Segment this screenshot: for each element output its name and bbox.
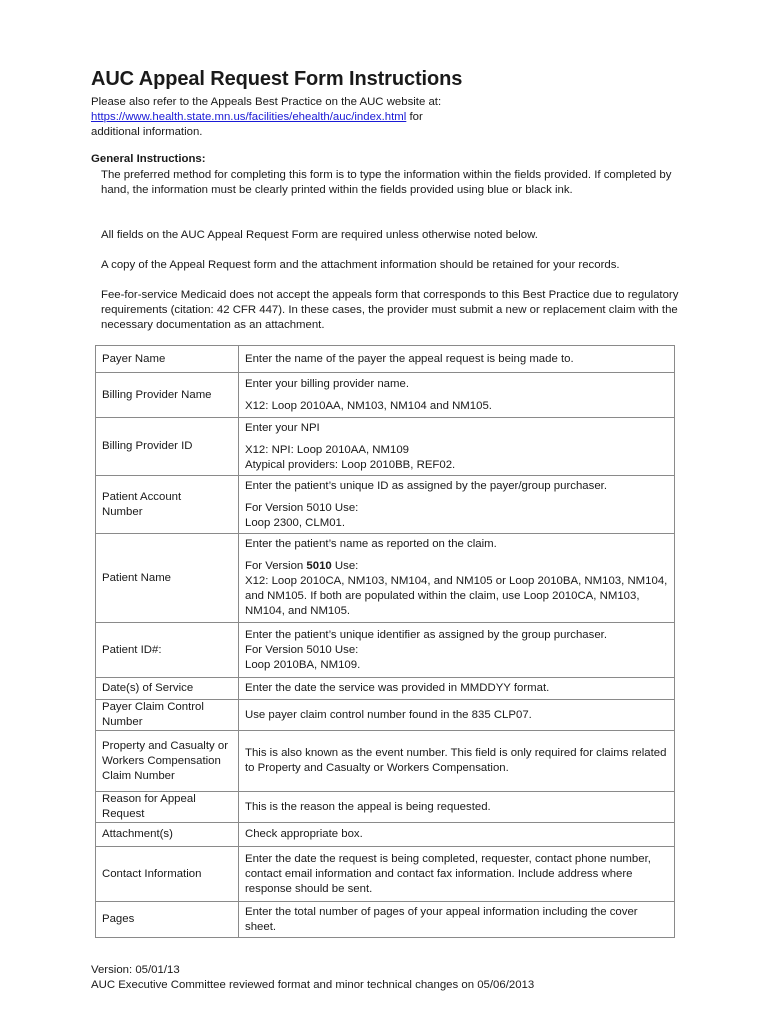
field-label: Billing Provider Name — [96, 373, 239, 418]
field-description-line: Enter your NPI — [245, 421, 320, 434]
field-description-line — [245, 559, 668, 574]
table-row — [96, 476, 675, 534]
field-description: Enter the total number of pages of your appeal information including the cover sheet. — [239, 902, 675, 938]
field-label: Property and Casualty or Workers Compensation Claim Number — [96, 731, 239, 792]
table-row — [96, 847, 675, 902]
field-description — [239, 373, 675, 418]
field-label: Payer Claim Control Number — [96, 700, 239, 731]
instruction-paragraph: All fields on the AUC Appeal Request Form are required unless otherwise noted below. — [101, 229, 538, 241]
table-row — [96, 623, 675, 678]
field-description — [239, 418, 675, 476]
field-description: Enter the date the request is being completed, requester, contact phone number, contact email information and contact fax information. Include address where response should be sent. — [239, 847, 675, 902]
field-description — [239, 623, 675, 678]
general-instructions-heading: General Instructions: — [91, 153, 206, 165]
instruction-paragraph: Fee-for-service Medicaid does not accept the appeals form that corresponds to this Best Practice due to regulatory requirements (citation: 42 CFR 447). In these cases, the provider must submit a new or replacement claim with the necessary documentation as an attachment. — [101, 289, 679, 331]
field-description-line: For Version 5010 Use: — [245, 501, 359, 514]
table-row — [96, 792, 675, 823]
field-description: Check appropriate box. — [239, 823, 675, 847]
instruction-paragraph: The preferred method for completing this form is to type the information within the fields provided. If completed by hand, the information must be clearly printed within the fields provided using blue or black ink. — [101, 169, 672, 196]
field-label: Reason for Appeal Request — [96, 792, 239, 823]
table-row — [96, 418, 675, 476]
field-description-line: Loop 2300, CLM01. — [245, 516, 346, 529]
field-label: Attachment(s) — [96, 823, 239, 847]
field-description-line: Enter the patient’s unique ID as assigned by the payer/group purchaser. — [245, 479, 607, 492]
page-footer — [91, 963, 534, 993]
field-description-line: X12: Loop 2010CA, NM103, NM104, and NM105 or Loop 2010BA, NM103, NM104, and NM105. If both are populated within the claim, use Loop 2010CA, NM103, NM104, and NM105. — [245, 575, 668, 617]
table-row — [96, 902, 675, 938]
field-description-line: X12: Loop 2010AA, NM103, NM104 and NM105. — [245, 399, 492, 412]
instruction-paragraph: A copy of the Appeal Request form and the attachment information should be retained for your records. — [101, 259, 620, 271]
version-prefix: For Version — [245, 560, 307, 572]
table-row — [96, 346, 675, 373]
field-label-line: Patient Account — [102, 490, 182, 503]
field-description-line: Loop 2010BA, NM109. — [245, 658, 361, 671]
field-description: This is also known as the event number. This field is only required for claims related to Property and Casualty or Workers Compensation. — [239, 731, 675, 792]
field-description: Enter the date the service was provided in MMDDYY format. — [239, 678, 675, 700]
table-row — [96, 678, 675, 700]
field-description-line: For Version 5010 Use: — [245, 643, 359, 656]
auc-website-link[interactable]: https://www.health.state.mn.us/facilities/ehealth/auc/index.html — [91, 111, 407, 123]
field-label: Contact Information — [96, 847, 239, 902]
table-row — [96, 534, 675, 623]
field-label: Patient ID#: — [96, 623, 239, 678]
field-description: Enter the name of the payer the appeal request is being made to. — [239, 346, 675, 373]
field-label — [96, 476, 239, 534]
field-label: Billing Provider ID — [96, 418, 239, 476]
table-row — [96, 373, 675, 418]
table-row — [96, 700, 675, 731]
version-label: Version: 05/01/13 — [91, 964, 180, 976]
field-description — [239, 534, 675, 623]
field-description — [239, 476, 675, 534]
field-label: Payer Name — [96, 346, 239, 373]
table-row — [96, 823, 675, 847]
table-row — [96, 731, 675, 792]
field-instructions-table — [95, 345, 675, 938]
field-label-line: Number — [102, 505, 143, 518]
intro-line-3: additional information. — [91, 126, 203, 138]
page-title: AUC Appeal Request Form Instructions — [91, 68, 463, 90]
version-number: 5010 — [306, 560, 332, 572]
field-description-line: Enter the patient’s name as reported on the claim. — [245, 538, 497, 550]
intro-line-2-suffix: for — [406, 111, 423, 123]
revision-note: AUC Executive Committee reviewed format and minor technical changes on 05/06/2013 — [91, 979, 535, 991]
version-suffix: Use: — [331, 560, 359, 572]
field-description-line: Enter your billing provider name. — [245, 377, 409, 390]
field-description-line: X12: NPI: Loop 2010AA, NM109 — [245, 443, 410, 456]
intro-line-1: Please also refer to the Appeals Best Practice on the AUC website at: — [91, 96, 442, 108]
field-description-line: Atypical providers: Loop 2010BB, REF02. — [245, 458, 456, 471]
field-label: Date(s) of Service — [96, 678, 239, 700]
intro-text — [91, 95, 691, 140]
field-description: Use payer claim control number found in the 835 CLP07. — [239, 700, 675, 731]
field-description-line: Enter the patient’s unique identifier as assigned by the group purchaser. — [245, 628, 607, 641]
field-description: This is the reason the appeal is being requested. — [239, 792, 675, 823]
field-label: Patient Name — [96, 534, 239, 623]
field-label: Pages — [96, 902, 239, 938]
